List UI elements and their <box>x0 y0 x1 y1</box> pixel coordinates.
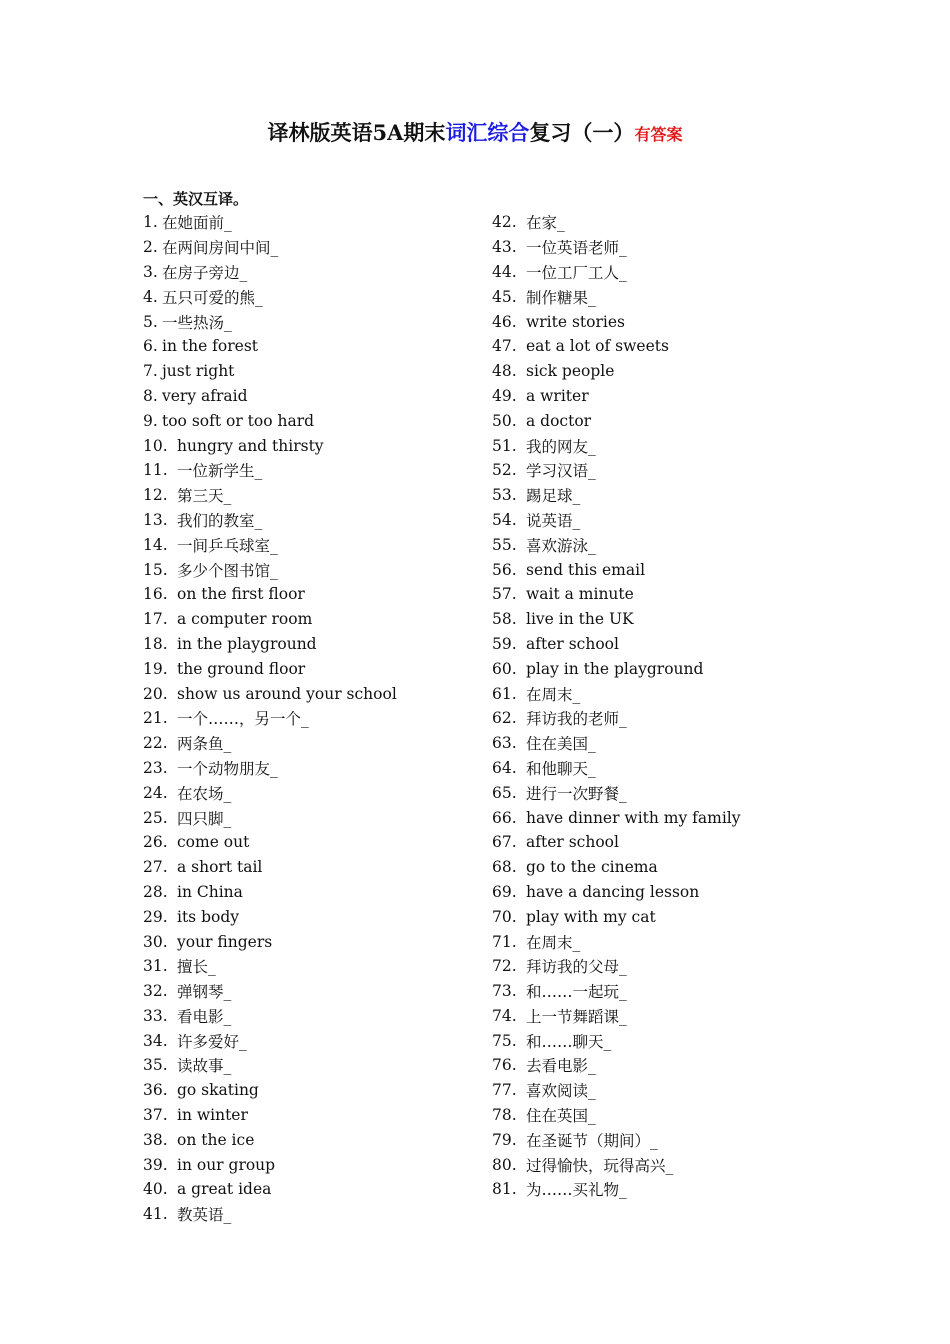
item-text: 和……一起玩_ <box>526 983 627 1002</box>
item-number: 76. <box>492 1056 517 1075</box>
vocab-item <box>492 309 741 334</box>
item-number: 61. <box>492 684 517 703</box>
item-number: 52. <box>492 461 517 480</box>
vocab-item <box>492 433 741 458</box>
item-number: 25. <box>143 808 168 827</box>
item-text: send this email <box>526 560 646 579</box>
item-text: 住在英国_ <box>526 1107 596 1126</box>
item-number: 43. <box>492 238 517 257</box>
item-number: 10. <box>143 436 168 455</box>
item-text: 一位新学生_ <box>177 462 263 481</box>
vocab-item <box>143 210 397 235</box>
item-text: 一些热汤_ <box>162 313 232 332</box>
item-text: live in the UK <box>526 610 634 629</box>
vocab-item <box>143 632 397 657</box>
item-number: 40. <box>143 1180 168 1199</box>
item-number: 30. <box>143 932 168 951</box>
item-text: 弹钢琴_ <box>177 983 232 1002</box>
vocab-item <box>143 929 397 954</box>
item-text: 住在美国_ <box>526 735 596 754</box>
vocab-item <box>143 1028 397 1053</box>
vocab-item <box>143 260 397 285</box>
vocab-item <box>143 880 397 905</box>
vocab-item <box>143 359 397 384</box>
item-number: 53. <box>492 486 517 505</box>
item-text: 在圣诞节（期间）_ <box>526 1131 658 1150</box>
item-number: 64. <box>492 758 517 777</box>
item-number: 37. <box>143 1106 168 1125</box>
item-number: 55. <box>492 535 517 554</box>
item-number: 68. <box>492 858 517 877</box>
item-number: 18. <box>143 634 168 653</box>
item-text: after school <box>526 833 619 852</box>
vocab-item <box>143 1103 397 1128</box>
item-number: 26. <box>143 833 168 852</box>
item-number: 20. <box>143 684 168 703</box>
item-number: 67. <box>492 833 517 852</box>
vocab-item <box>492 929 741 954</box>
item-number: 54. <box>492 510 517 529</box>
item-text: 一位英语老师_ <box>526 239 627 258</box>
item-text: a writer <box>526 386 589 405</box>
vocab-item <box>492 359 741 384</box>
item-number: 42. <box>492 213 517 232</box>
item-text: a doctor <box>526 411 592 430</box>
item-number: 74. <box>492 1006 517 1025</box>
item-text: 上一节舞蹈课_ <box>526 1007 627 1026</box>
vocab-item <box>143 1127 397 1152</box>
item-text: in China <box>177 882 243 901</box>
item-text: a computer room <box>177 610 313 629</box>
item-number: 34. <box>143 1031 168 1050</box>
item-number: 15. <box>143 560 168 579</box>
vocab-item <box>143 979 397 1004</box>
left-column <box>143 210 397 1227</box>
item-text: 我们的教室_ <box>177 511 263 530</box>
vocab-item <box>492 681 741 706</box>
vocab-item <box>143 1078 397 1103</box>
vocab-item <box>143 954 397 979</box>
item-text: 在农场_ <box>177 784 232 803</box>
item-number: 41. <box>143 1205 168 1224</box>
item-number: 2. <box>143 238 158 257</box>
item-text: 在两间房间中间_ <box>162 239 279 258</box>
item-number: 12. <box>143 486 168 505</box>
item-text: show us around your school <box>177 684 397 703</box>
vocab-item <box>143 408 397 433</box>
vocab-item <box>492 458 741 483</box>
item-text: 看电影_ <box>177 1007 232 1026</box>
title-highlight: 词汇综合 <box>445 120 530 145</box>
item-number: 65. <box>492 783 517 802</box>
item-text: 拜访我的老师_ <box>526 710 627 729</box>
item-number: 9. <box>143 411 158 430</box>
vocab-item <box>492 731 741 756</box>
vocab-item <box>143 681 397 706</box>
item-text: 踢足球_ <box>526 487 581 506</box>
section-heading: 一、英汉互译。 <box>143 190 249 208</box>
item-number: 79. <box>492 1130 517 1149</box>
item-number: 4. <box>143 287 158 306</box>
item-text: 两条鱼_ <box>177 735 232 754</box>
vocab-item <box>143 483 397 508</box>
item-text: wait a minute <box>526 585 634 604</box>
item-number: 59. <box>492 634 517 653</box>
vocab-item <box>492 1127 741 1152</box>
vocab-item <box>143 656 397 681</box>
item-text: sick people <box>526 362 615 381</box>
item-text: in the playground <box>177 634 317 653</box>
item-number: 75. <box>492 1031 517 1050</box>
title-main: 译林版英语5A期末 <box>267 120 446 145</box>
title-suffix: 复习（一） <box>529 120 635 145</box>
item-number: 1. <box>143 213 158 232</box>
item-number: 38. <box>143 1130 168 1149</box>
item-number: 3. <box>143 262 158 281</box>
item-number: 69. <box>492 882 517 901</box>
vocab-item <box>492 1053 741 1078</box>
item-text: play in the playground <box>526 659 704 678</box>
item-text: 喜欢阅读_ <box>526 1082 596 1101</box>
vocab-item <box>492 384 741 409</box>
right-column <box>492 210 741 1202</box>
item-text: on the ice <box>177 1130 255 1149</box>
item-number: 21. <box>143 709 168 728</box>
item-text: the ground floor <box>177 659 306 678</box>
item-number: 39. <box>143 1155 168 1174</box>
vocab-item <box>492 805 741 830</box>
item-number: 50. <box>492 411 517 430</box>
vocab-item <box>492 855 741 880</box>
item-number: 23. <box>143 758 168 777</box>
item-text: hungry and thirsty <box>177 436 324 455</box>
item-number: 44. <box>492 262 517 281</box>
vocab-item <box>492 1177 741 1202</box>
vocab-item <box>143 557 397 582</box>
vocab-item <box>492 954 741 979</box>
item-text: 喜欢游泳_ <box>526 536 596 555</box>
item-number: 16. <box>143 585 168 604</box>
vocab-item <box>492 780 741 805</box>
item-text: a short tail <box>177 858 263 877</box>
item-number: 72. <box>492 957 517 976</box>
item-text: 一位工厂工人_ <box>526 263 627 282</box>
item-text: eat a lot of sweets <box>526 337 669 356</box>
item-number: 24. <box>143 783 168 802</box>
vocab-item <box>143 309 397 334</box>
page-title <box>0 118 950 150</box>
item-text: 拜访我的父母_ <box>526 958 627 977</box>
vocab-item <box>143 1202 397 1227</box>
item-text: go to the cinema <box>526 858 658 877</box>
item-text: 一间乒乓球室_ <box>177 536 278 555</box>
vocab-item <box>492 756 741 781</box>
item-number: 36. <box>143 1081 168 1100</box>
vocab-item <box>492 508 741 533</box>
item-number: 32. <box>143 982 168 1001</box>
item-number: 13. <box>143 510 168 529</box>
answer-tag: 有答案 <box>634 125 683 144</box>
item-text: play with my cat <box>526 907 656 926</box>
vocab-item <box>492 632 741 657</box>
vocab-item <box>492 260 741 285</box>
vocab-item <box>143 1177 397 1202</box>
item-text: 在家_ <box>526 214 565 233</box>
item-number: 58. <box>492 610 517 629</box>
item-number: 78. <box>492 1106 517 1125</box>
item-text: 读故事_ <box>177 1057 232 1076</box>
vocab-item <box>143 1053 397 1078</box>
item-number: 48. <box>492 362 517 381</box>
vocab-item <box>492 582 741 607</box>
item-number: 66. <box>492 808 517 827</box>
item-text: have dinner with my family <box>526 808 741 827</box>
item-number: 57. <box>492 585 517 604</box>
item-text: on the first floor <box>177 585 305 604</box>
item-number: 49. <box>492 386 517 405</box>
item-number: 6. <box>143 337 158 356</box>
item-text: 过得愉快，玩得高兴_ <box>526 1156 674 1175</box>
vocab-item <box>492 483 741 508</box>
item-text: 在她面前_ <box>162 214 232 233</box>
item-text: 教英语_ <box>177 1206 232 1225</box>
item-text: 第三天_ <box>177 487 232 506</box>
vocab-item <box>492 334 741 359</box>
vocab-item <box>143 284 397 309</box>
item-text: 四只脚_ <box>177 809 232 828</box>
item-text: 和……聊天_ <box>526 1032 612 1051</box>
item-text: 五只可爱的熊_ <box>162 288 263 307</box>
vocab-item <box>492 557 741 582</box>
item-number: 35. <box>143 1056 168 1075</box>
vocab-item <box>492 706 741 731</box>
vocab-item <box>143 731 397 756</box>
item-text: go skating <box>177 1081 259 1100</box>
item-number: 73. <box>492 982 517 1001</box>
vocab-item <box>492 1103 741 1128</box>
item-text: very afraid <box>162 386 248 405</box>
item-number: 14. <box>143 535 168 554</box>
vocab-item <box>143 780 397 805</box>
vocab-item <box>143 830 397 855</box>
vocab-item <box>143 384 397 409</box>
item-text: 在周末_ <box>526 933 581 952</box>
item-number: 22. <box>143 734 168 753</box>
item-text: too soft or too hard <box>162 411 315 430</box>
item-text: your fingers <box>177 932 273 951</box>
item-text: 一个动物朋友_ <box>177 759 278 778</box>
vocab-item <box>492 607 741 632</box>
vocab-item <box>143 582 397 607</box>
item-number: 17. <box>143 610 168 629</box>
vocab-item <box>143 235 397 260</box>
vocab-item <box>143 904 397 929</box>
item-text: in winter <box>177 1106 248 1125</box>
vocab-item <box>492 904 741 929</box>
item-text: 我的网友_ <box>526 437 596 456</box>
vocab-item <box>143 508 397 533</box>
item-text: 在房子旁边_ <box>162 263 248 282</box>
vocab-item <box>492 532 741 557</box>
item-text: 进行一次野餐_ <box>526 784 627 803</box>
item-text: 制作糖果_ <box>526 288 596 307</box>
item-text: just right <box>162 362 235 381</box>
item-text: 学习汉语_ <box>526 462 596 481</box>
vocab-item <box>143 433 397 458</box>
item-text: 许多爱好_ <box>177 1032 247 1051</box>
item-number: 47. <box>492 337 517 356</box>
item-number: 62. <box>492 709 517 728</box>
item-text: come out <box>177 833 250 852</box>
vocab-item <box>492 1078 741 1103</box>
item-text: 擅长_ <box>177 958 216 977</box>
item-number: 81. <box>492 1180 517 1199</box>
vocab-item <box>143 532 397 557</box>
item-number: 11. <box>143 461 168 480</box>
item-number: 19. <box>143 659 168 678</box>
item-number: 77. <box>492 1081 517 1100</box>
item-text: a great idea <box>177 1180 272 1199</box>
item-number: 60. <box>492 659 517 678</box>
vocab-item <box>143 607 397 632</box>
item-text: have a dancing lesson <box>526 882 700 901</box>
item-number: 27. <box>143 858 168 877</box>
vocab-item <box>492 408 741 433</box>
vocab-item <box>492 1004 741 1029</box>
vocab-item <box>143 855 397 880</box>
item-number: 51. <box>492 436 517 455</box>
vocab-item <box>143 756 397 781</box>
item-text: 多少个图书馆_ <box>177 561 278 580</box>
vocab-item <box>492 656 741 681</box>
item-text: write stories <box>526 312 625 331</box>
vocab-item <box>143 805 397 830</box>
item-text: 去看电影_ <box>526 1057 596 1076</box>
item-number: 71. <box>492 932 517 951</box>
item-number: 56. <box>492 560 517 579</box>
vocab-item <box>492 1152 741 1177</box>
vocab-item <box>492 979 741 1004</box>
item-text: 说英语_ <box>526 511 581 530</box>
item-text: its body <box>177 907 239 926</box>
item-number: 7. <box>143 362 158 381</box>
vocab-item <box>143 1004 397 1029</box>
item-text: in our group <box>177 1155 276 1174</box>
item-number: 70. <box>492 907 517 926</box>
item-text: 为……买礼物_ <box>526 1181 627 1200</box>
item-number: 46. <box>492 312 517 331</box>
item-text: 一个……，另一个_ <box>177 710 309 729</box>
vocab-item <box>492 1028 741 1053</box>
vocab-item <box>492 284 741 309</box>
vocab-item <box>492 830 741 855</box>
item-number: 80. <box>492 1155 517 1174</box>
vocab-item <box>143 334 397 359</box>
item-number: 45. <box>492 287 517 306</box>
vocab-item <box>492 210 741 235</box>
vocab-item <box>143 1152 397 1177</box>
vocab-item <box>143 458 397 483</box>
vocab-item <box>143 706 397 731</box>
item-number: 29. <box>143 907 168 926</box>
item-number: 33. <box>143 1006 168 1025</box>
vocab-item <box>492 235 741 260</box>
item-number: 5. <box>143 312 158 331</box>
item-number: 28. <box>143 882 168 901</box>
item-number: 31. <box>143 957 168 976</box>
item-text: 和他聊天_ <box>526 759 596 778</box>
item-text: after school <box>526 634 619 653</box>
vocab-item <box>492 880 741 905</box>
item-number: 63. <box>492 734 517 753</box>
item-text: 在周末_ <box>526 685 581 704</box>
item-number: 8. <box>143 386 158 405</box>
item-text: in the forest <box>162 337 259 356</box>
